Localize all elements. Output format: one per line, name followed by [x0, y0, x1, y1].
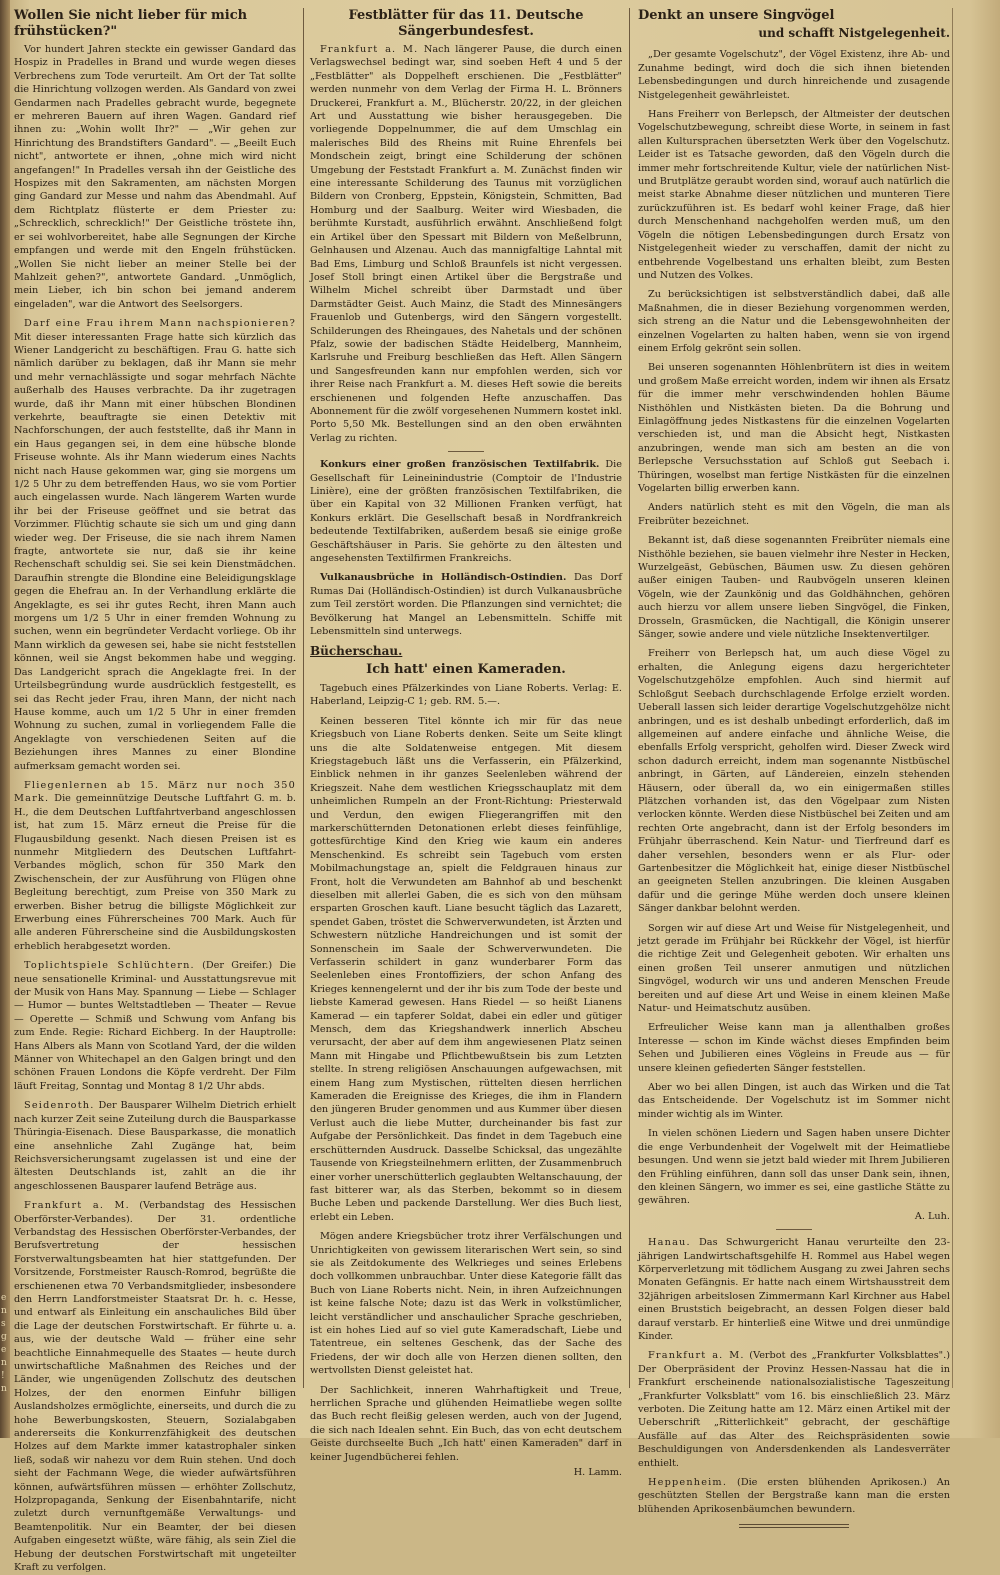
news-item-lead: Toplichtspiele Schlüchtern. [24, 960, 195, 972]
news-item-body: (Verbot des „Frankfurter Volksblattes".) Der Oberpräsident der Provinz Hessen-Nassau hat die in Frankfurt erscheinende nationalsozialistische Tageszeitung „Frankfurter Volksblatt" vom 16. bis einschließlich 23. März verboten. Die Zeitung hatte am 12. März einen Artikel mit der Ueberschrift „Ritterlichkeit" gebracht, der geschäftige Ausfälle auf das Alter des Reichspräsidenten sowie Beschuldigungen von Andersdenkenden als Landesverräter enthielt. [638, 1350, 950, 1469]
separator [448, 451, 484, 452]
article-paragraph: Freiherr von Berlepsch hat, um auch diese Vögel zu erhalten, die Anlegung eigens dazu hergerichteter Vogelschutzgehölze empfohlen. Auch sind hiermit auf Schloßgut Seebach durchschlagende Erfolge erzielt worden. Ueberall lassen sich leider derartige Vogelschutzgehölze nicht anbringen, und es ist deshalb unbedingt erforderlich, daß im allgemeinen auf andere einfache und ähnliche Weise, die ebenfalls Erfolg verspricht, geholfen wird. Dieser Zweck wird schon dadurch erreicht, indem man sogenannte Nistbüschel anbringt, in Gärten, auf Ländereien, einzeln stehenden Häusern, oder überall da, wo ein einigermaßen stilles Plätzchen vorhanden ist, das den Vögelpaar zum Nisten verlocken könnte. Werden diese Nistbüschel bei Zeiten und am rechten Orte angebracht, dann ist der Erfolg besonders im Frühjahr überraschend. Kein Natur- und Tierfreund darf es daher versehlen, besonders wenn er als Flur- oder Gartenbesitzer die Möglichkeit hat, einige dieser Nistbüschel an geeigneten Stellen anzubringen. Die kleinen Ausgaben dafür und die geringe Mühe werden doch unsere kleinen Sänger dankbar belohnt werden. [638, 648, 950, 915]
margin-fragment: ! [1, 1371, 5, 1381]
news-item-seidenroth [14, 1099, 296, 1193]
article-paragraph: Zu berücksichtigen ist selbstverständlich dabei, daß alle Maßnahmen, die in dieser Beziehung vorgenommen werden, sich streng an die Natur und die Lebensgewohnheiten der einzelnen Vogelarten zu halten haben, wenn sie von irgend einem Erfolg gekrönt sein sollen. [638, 289, 950, 354]
news-item-konkurs [310, 458, 622, 565]
book-review-title: Ich hatt' einen Kameraden. [366, 662, 566, 678]
news-item-vulkan [310, 571, 622, 638]
margin-fragment: n [1, 1384, 7, 1394]
margin-fragment: n [1, 1358, 7, 1368]
article-subtitle: und schafft Nistgelegenheit. [758, 26, 950, 40]
column-left [14, 8, 296, 1574]
cut-off-margin-text [1, 1292, 11, 1396]
article-paragraph: Keinen besseren Titel könnte ich mir für das neue Kriegsbuch von Liane Roberts denken. Seite um Seite klingt uns die alte Soldatenweise entgegen. Mit diesem Kriegstagebuch läßt uns die Verfasserin, ein Pfälzerkind, Einblick nehmen in ihr ganzes Seelenleben während der Kriegszeit. Nahe dem westlichen Kriegsschauplatz mit dem unheimlichen Rumpeln an der Front-Richtung: Priesterwald und Verdun, den ewigen Fliegerangriffen mit den markerschütternden Detonationen erlebt dieses feinfühlige, gottesfürchtige Kind den Krieg wie kaum ein anderes Menschenkind. Es schreibt sein Tagebuch vom ersten Mobilmachungstage an, spielt die Feldgrauen hinaus zur Front, holt die Verwundeten am Bahnhof ab und beschenkt dieselben mit allerlei Gaben, die es sich von den mühsam ersparten Groschen kauft. Liane besucht täglich das Lazarett, spendet Gaben, tröstet die Schwerverwundeten, ist Ärzten und Schwestern nützliche Handreichungen und ist somit der Sonnenschein im Saale der Schwerverwundeten. Die Verfasserin schildert in ganz wunderbarer Form das Seelenleben eines Frontoffiziers, der schon Anfang des Krieges kennengelernt und der ihr bis zum Tode der beste und liebste Kamerad gewesen. Hans Riedel — so heißt Lianens Kamerad — ein tapferer Soldat, dabei ein edler und gütiger Mensch, dem das Kriegshandwerk innerlich Abscheu verursacht, der aber auf dem ihm angewiesenen Platz seinen Mann mit Hingabe und Pflichtbewußtsein bis zum Letzten stellte. In streng religiösen Anschauungen aufgewachsen, mit einem Hang zum Mystischen, rüttelten diesen herrlichen Kameraden die Ereignisse des Krieges, die ihm in Flandern den jüngeren Bruder genommen und aus Kummer über diesen Verlust auch die liebe Mutter, durcheinander bis fast zur Aufgabe der Persönlichkeit. Das findet in dem Tagebuch eine erschütternden Ausdruck. Dasselbe Schicksal, das ungezählte Tausende von Kriegsteilnehmern erlitten, der Zusammenbruch einer vorher unerschütterlich geglaubten Weltanschauung, der fast bitterer war, als das Sterben, bekommt so in diesem Buche Leben und packende Darstellung. Wer dies Buch liest, erlebt ein Leben. [310, 715, 622, 1223]
page-binding-edge [0, 0, 10, 1438]
section-heading-buecherschau: Bücherschau. [310, 644, 403, 659]
news-item-lead: Fliegenlernen ab 15. März nur noch 350 Mark. [14, 779, 296, 805]
article-paragraph: Der Sachlichkeit, inneren Wahrhaftigkeit und Treue, herrlichen Sprache und glühenden Heimatliebe wegen sollte das Buch recht fleißig gelesen werden, auch von der Jugend, die sich nach Idealen sehnt. Ein Buch, das von echt deutschem Geiste durchseelte Buch „Ich hatt' einen Kameraden" darf in keiner Jugendbücherei fehlen. [310, 1384, 622, 1463]
news-item-lead: Vulkanausbrüche in Holländisch-Ostindien. [320, 572, 567, 584]
news-item-hanau [638, 1236, 950, 1343]
article-paragraph: Aber wo bei allen Dingen, ist auch das Wirken und die Tat das Entscheidende. Der Vogelschutz ist im Sommer nicht minder wichtig als im Winter. [638, 1082, 950, 1120]
margin-fragment: g [1, 1332, 7, 1342]
article-paragraph: Anders natürlich steht es mit den Vögeln, die man als Freibrüter bezeichnet. [638, 502, 950, 527]
column-middle [310, 8, 622, 1479]
article-paragraph: Bei unseren sogenannten Höhlenbrütern ist dies in weitem und großem Maße erreicht worden, indem wir ihnen als Ersatz für die immer mehr verschwindenden hohlen Bäume Nisthöhlen und Nistkästen bieten. Da die Bohrung und Einlagöffnung jedes Nistkastens für die einzelnen Vogelarten verschieden ist, und man die Absicht hegt, Nistkasten anzubringen, wende man sich am besten an die von Berlepsche Versuchsstation auf Schloß gut Seebach i. Thüringen, woselbst man fertige Nistkästen für die einzelnen Vogelarten billig erwerben kann. [638, 362, 950, 494]
article-title-singvoegel: Denkt an unsere Singvögel [638, 8, 835, 23]
margin-fragment: n [1, 1306, 7, 1316]
article-paragraph: Bekannt ist, daß diese sogenannten Freibrüter niemals eine Nisthöhle beziehen, sie bauen vielmehr ihre Nester in Hecken, Wurzelgeäst, Gebüschen, Bäumen usw. Zu diesen gehören außer einigen Tauben- und Raubvögeln unseren kleinen Vögeln, wie der Zaunkönig und das Goldhähnchen, gehören auch hierzu vor allem unsere lieben Singvögel, die Finken, Drosseln, Grasmücken, die Nachtigall, die Königin unserer Sänger, sowie andere und viele nützliche Insektenvertilger. [638, 535, 950, 641]
news-item-spionieren [14, 317, 296, 773]
news-item-body: Die Gesellschaft für Leineinindustrie (Comptoir de l'Industrie Linière), eine der größten französischen Textilfabriken, die über ein Kapital von 32 Millionen Franken verfügt, hat Konkurs erklärt. Die Gesellschaft besaß in Nordfrankreich bedeutende Textilfabriken, außerdem besaß sie einige große Geschäftshäuser in Paris. Sie gehörte zu den ältesten und angesehensten Textilfirmen Frankreichs. [310, 459, 622, 565]
page-edge-rule [952, 8, 953, 1388]
article-paragraph: Erfreulicher Weise kann man ja allenthalben großes Interesse — schon im Kinde wächst dieses Empfinden beim Sehen und Jubilieren eines Vögleins in Freude aus — für unsere kleinen gefiederten Sänger feststellen. [638, 1022, 950, 1074]
column-divider [303, 8, 304, 1388]
news-item-lead: Darf eine Frau ihrem Mann nachspionieren? [24, 318, 296, 330]
author-signature: H. Lamm. [573, 1467, 622, 1479]
separator [776, 1229, 812, 1230]
article-paragraph: Mögen andere Kriegsbücher trotz ihrer Verfälschungen und Unrichtigkeiten von gewissem literarischen Wert sein, so sind sie als Zeitdokumente des Welkrieges und seines Erlebens doch vollkommen unbrauchbar. Unter diese Kategorie fällt das Buch von Liane Roberts nicht. Nein, in ihren Aufzeichnungen ist keine falsche Note; dazu ist das Werk in volkstümlicher, leicht verständlicher und anschaulicher Sprache geschrieben, ist ein hohes Lied auf so viel gute Kameradschaft, Liebe und Tatentreue, ein seltenes Geschenk, das der Sache des Friedens, der wir doch alle von Herzen dienen sollten, den wertvollsten Dienst geleistet hat. [310, 1231, 622, 1377]
news-item-body: (Die ersten blühenden Aprikosen.) An geschützten Stellen der Bergstraße kann man die ersten blühenden Aprikosenbäumchen bewundern. [638, 1477, 950, 1515]
news-item-body: (Der Greifer.) Die neue sensationelle Kriminal- und Ausstattungsrevue mit der Musik von Hans May. Spannung — Liebe — Schlager — Humor — buntes Weltstadtleben — Theater — Revue — Operette — Schmiß und Schwung vom Anfang bis zum Ende. Regie: Richard Eichberg. In der Hauptrolle: Hans Albers als Mann von Scotland Yard, der die wilden Männer von Whitechapel an den Galgen bringt und den schönen Frauen Londons die Köpfe verdreht. Der Film läuft Freitag, Sonntag und Montag 8 1/2 Uhr abds. [14, 960, 296, 1092]
column-right [638, 8, 950, 1515]
news-item-body: Mit dieser interessanten Frage hatte sich kürzlich das Wiener Landgericht zu beschäftigen. Frau G. hatte sich nämlich darüber zu beklagen, daß ihr Mann sie mehr und mehr vernachlässigte und sogar mehrfach Nächte außerhalb des Hauses verbrachte. Da ihr zugetragen wurde, daß ihr Mann mit einer hübschen Blondinen verkehrte, beauftragte sie einen Detektiv mit Nachforschungen, der auch feststellte, daß ihr Mann in ein Haus gegangen sei, in dem eine hübsche blonde Friseuse wohnte. Als ihr Mann wiederum eines Nachts nicht nach Hause gekommen war, ging sie morgens um 1/2 5 Uhr zu dem betreffenden Haus, wo sie vom Portier auch eingelassen wurde. Nach längerem Warten wurde ihr bei der Friseuse geöffnet und sie betrat das Vorzimmer. Flüchtig schaute sie sich um und ging dann wieder weg. Der Friseuse, die sie nach ihrem Namen fragte, antwortete sie nur, daß sie ihr keine Rechenschaft schuldig sei. Sie sei kein Dienstmädchen. Daraufhin strengte die Blondine eine Beleidigungsklage gegen die Ehefrau an. In der Verhandlung erklärte die Angeklagte, es sei ihr gutes Recht, ihren Mann auch morgens um 1/2 5 Uhr in einer fremden Wohnung zu suchen, wenn ein begründeter Verdacht vorliege. Ob ihr Mann wirklich da gewesen sei, habe sie nicht feststellen können, weil sie Angst bekommen habe und wegging. Das Landgericht sprach die Angeklagte frei. In der Urteilsbegründung wurde ausdrücklich festgestellt, es sei das Recht jeder Frau, ihren Mann, der nicht nach Hause komme, auch um 1/2 5 Uhr in einer fremden Wohnung zu suchen, zumal in vorliegendem Falle die Angeklagte von verschiedenen Seiten auf die Beziehungen ihres Mannes zu einer Blondine aufmerksam gemacht worden sei. [14, 331, 296, 772]
book-citation: Tagebuch eines Pfälzerkindes von Liane Roberts. Verlag: E. Haberland, Leipzig-C 1; geb. RM. 5.—. [310, 682, 622, 708]
news-item-body: (Verbandstag des Hessischen Oberförster-Verbandes). Der 31. ordentliche Verbandstag des Hessischen Oberförster-Verbandes, der Berufsvertretung der hessischen Forstverwaltungsbeamten hat hier stattgefunden. Der Vorsitzende, Forstmeister Rausch-Romrod, begrüßte die erschienenen etwa 70 Verbandsmitglieder, insbesondere den Herrn Landforstmeister Staatsrat Dr. h. c. Hesse, und entwarf als Einleitung ein anschauliches Bild über die Lage der deutschen Forstwirtschaft. Er führte u. a. aus, wie der deutsche Wald — früher eine sehr beachtliche Einnahmequelle des Staates — heute durch unwirtschaftliche Maßnahmen des Reiches und der Länder, wie ungenügenden Zollschutz des deutschen Holzes, der den enormen Einfuhr billigen Auslandsholzes ermöglichte, einerseits, und durch die zu hohe Bewerbungskosten, Steuern, Sozialabgaben andererseits die Konkurrenzfähigkeit des deutschen Holzes auf dem Markte immer katastrophaler sinken ließ, sodaß wir nahezu vor dem Ruin stehen. Und doch sieht der Fachmann Wege, die wieder aufwärtsführen können, aufwärtsführen müssen — erhöhter Zollschutz, Holzpropaganda, Senkung der Eisenbahntarife, nicht zuletzt durch vernunftgemäße Verwaltungs- und Beamtenpolitik. Nur ein Beamter, der bei diesen Aufgaben eingesetzt wüßte, wäre fähig, als sein Ziel die Hebung der deutschen Forstwirtschaft mit ungeteilter Kraft zu verfolgen. [14, 1200, 296, 1574]
end-rule [739, 1524, 849, 1528]
margin-fragment: e [1, 1293, 7, 1303]
article-paragraph: Hans Freiherr von Berlepsch, der Altmeister der deutschen Vogelschutzbewegung, schreibt diese Worte, in seinem in fast allen Kultursprachen übersetzten Werk über den Vogelschutz. Leider ist es Tatsache geworden, daß den Vögeln durch die immer mehr fortschreitende Kultur, viele der natürlichen Nist- und Brutplätze geraubt worden sind, worauf auch natürlich die meist starke Abnahme dieser nützlichen und munteren Tiere zurückzuführen ist. Es bedarf wohl keiner Frage, daß hier durch Menschenhand nachgeholfen werden muß, um den Vögeln die nötigen Lebensbedingungen durch Ersatz von Nistgelegenheit wieder zu verschaffen, damit der nicht zu entbehrende Vogelbestand uns erhalten bleibt, zum Besten und Nutzen des Volkes. [638, 109, 950, 281]
article-title-festblaetter: Festblätter für das 11. Deutsche Sängerbundesfest. [348, 8, 584, 39]
news-item-lead: Hanau. [648, 1237, 691, 1249]
margin-fragment: e [1, 1345, 7, 1355]
article-paragraph [310, 43, 622, 445]
news-item-heppenheim [638, 1476, 950, 1516]
news-item-lead: Frankfurt a. M. [24, 1200, 130, 1212]
news-item-oberfoerster [14, 1199, 296, 1574]
news-item-lead: Frankfurt a. M. [320, 44, 419, 55]
article-paragraph: Sorgen wir auf diese Art und Weise für Nistgelegenheit, und jetzt gerade im Frühjahr bei Rückkehr der Vögel, ist hierfür die richtige Zeit und Gelegenheit geboten. Wir erhalten uns einen großen Teil unserer anmutigen und nützlichen Singvögel, wodurch wir uns und anderen Menschen Freude bereiten und auf diese Art und Weise in einem kleinen Maße Natur- und Heimatschutz ausüben. [638, 922, 950, 1015]
margin-fragment: s [1, 1319, 6, 1329]
news-item-frankfurt-verbot [638, 1349, 950, 1470]
column-divider [629, 8, 630, 1388]
news-item-lead: Seidenroth. [24, 1100, 95, 1112]
news-item-body: Das Schwurgericht Hanau verurteilte den 23-jährigen Landwirtschaftsgehilfe H. Rommel aus Habel wegen Körperverletzung mit tödlichem Ausgang zu zwei Jahren sechs Monaten Gefängnis. Er hatte nach einem Wirtshausstreit dem 32jährigen arbeitslosen Zimmermann Karl Kirchner aus Habel einen Bruststich beigebracht, an dessen Folgen dieser bald darauf verstarb. Er hinterließ eine Witwe und drei unmündige Kinder. [638, 1237, 950, 1342]
article-paragraph: „Der gesamte Vogelschutz", der Vögel Existenz, ihre Ab- und Zunahme bedingt, wird doch die sich ihnen bietenden Lebensbedingungen und durch hinreichende und zusagende Nistgelegenheit gewährleistet. [638, 49, 950, 101]
news-item-lichtspiele [14, 959, 296, 1093]
author-signature: A. Luh. [914, 1210, 950, 1222]
article-title-fruehstuecken: Wollen Sie nicht lieber für mich frühstücken?" [14, 8, 248, 39]
news-item-fliegenlernen [14, 779, 296, 953]
article-paragraph: Vor hundert Jahren steckte ein gewisser Gandard das Hospiz in Pradelles in Brand und wurde wegen dieses Verbrechens zum Tode verurteilt. Am Ort der Tat sollte die Hinrichtung vollzogen werden. Als Gandard von zwei Gendarmen nach Pradelles gebracht wurde, begegnete er mehreren Bauern auf ihren Wagen. Gandard rief ihnen zu: „Wohin wollt Ihr?" — „Wir gehen zur Hinrichtung des Brandstifters Gandard". — „Beeilt Euch nicht", antwortete er ihnen, „ohne mich wird nicht angefangen!" In Pradelles versah ihn der Geistliche des Hospizes mit den Sakramenten, am nächsten Morgen ging Gandard zur Messe und nahm das Abendmahl. Auf dem Richtplatz flüsterte er dem Priester zu: „Schrecklich, schrecklich!" Der Geistliche tröstete ihn, er sei wohlvorbereitet, habe alle Segnungen der Kirche empfangen und werde mit den Engeln frühstücken. „Wollen Sie nicht lieber an meiner Stelle bei der Mahlzeit gehen?", antwortete Gandard. „Unmöglich, mein Lieber, ich bin schon bei jemand anderem eingeladen", war die Antwort des Seelsorgers. [14, 44, 296, 310]
news-item-lead: Konkurs einer großen französischen Textilfabrik. [320, 459, 600, 471]
news-item-lead: Frankfurt a. M. [648, 1350, 745, 1362]
news-item-body: Das Dorf Rumas Dai (Holländisch-Ostindien) ist durch Vulkanausbrüche zum Teil zerstört worden. Die Pflanzungen sind vernichtet; die Bevölkerung hat Mangel an Lebensmitteln. Schiffe mit Lebensmitteln sind unterwegs. [310, 572, 622, 638]
news-item-body: Nach längerer Pause, die durch einen Verlagswechsel bedingt war, sind soeben Heft 4 und 5 der „Festblätter" als Doppelheft erschienen. Die „Festblätter" werden nunmehr von dem Verlag der Firma H. L. Brönners Druckerei, Frankfurt a. M., Blücherstr. 20/22, in der gleichen Art und Ausstattung wie bisher herausgegeben. Die vorliegende Doppelnummer, die auf dem Umschlag ein malerisches Bild des Rheins mit Ruine Ehrenfels bei Mondschein zeigt, bringt eine Schilderung der schönen Umgebung der Feststadt Frankfurt a. M. Zunächst finden wir eine interessante Schilderung des Taunus mit vorzüglichen Bildern von Cronberg, Eppstein, Königstein, Schmitten, Bad Homburg und der Saalburg. Weiter wird Wiesbaden, die berühmte Kurstadt, ausführlich erwähnt. Anschließend folgt ein Artikel über den Spessart mit Bildern von Meßelbrunn, Gelnhausen und Alzenau. Auch das mannigfaltige Lahntal mit Bad Ems, Limburg und Schloß Braunfels ist nicht vergessen. Josef Stoll bringt einen Artikel über die Bergstraße und Wilhelm Michel schreibt über Darmstadt und über Darmstädter Geist. Auch Mainz, die Stadt des Minnesängers Frauenlob und Gutenbergs, wird den Sängern vorgestellt. Schilderungen des Rheingaues, des Nahetals und der schönen Pfalz, sowie der badischen Städte Heidelberg, Mannheim, Karlsruhe und Freiburg beschließen das Heft. Allen Sängern und Sangesfreunden kann nur empfohlen werden, sich vor ihrer Reise nach Frankfurt a. M. dieses Heft sowie die bereits erschienenen und folgenden Hefte anzuschaffen. Das Abonnement für die zwölf vorgesehenen Nummern kostet inkl. Porto 5,50 Mk. Bestellungen sind an den oben erwähnten Verlag zu richten. [310, 44, 622, 444]
news-item-body: Der Bausparer Wilhelm Dietrich erhielt nach kurzer Zeit seine Zuteilung durch die Bausparkasse Thüringia-Eisenach. Diese Bausparkasse, die monatlich eine ansehnliche Zahl Zugänge hat, beim Reichsversicherungsamt zugelassen ist und eine der ältesten Deutschlands ist, zahlt an die ihr angeschlossenen Bausparer laufend Beträge aus. [14, 1100, 296, 1192]
news-item-body: Die gemeinnützige Deutsche Luftfahrt G. m. b. H., die dem Deutschen Luftfahrtverband angeschlossen ist, hat zum 15. März erneut die Preise für die Flugausbildung gesenkt. Nach diesen Preisen ist es nunmehr Mitgliedern des Deutschen Luftfahrt-Verbandes möglich, schon für 350 Mark den Zwischenschein, der zur Ausführung von Flügen ohne Begleitung berechtigt, zum Preise von 350 Mark zu erwerben. Bisher betrug die billigste Möglichkeit zur Erwerbung eines Führerscheines 700 Mark. Auch für alle anderen Führerscheine sind die Ausbildungskosten erheblich herabgesetzt worden. [14, 793, 296, 952]
news-item-lead: Heppenheim. [648, 1477, 728, 1489]
article-paragraph: In vielen schönen Liedern und Sagen haben unsere Dichter die enge Verbundenheit der Vogelwelt mit der Heimatliebe besungen. Und wenn sie jetzt bald wieder mit Ihrem Jubilieren den Frühling einführen, dann soll das unser Dank sein, ihnen, den kleinen Sängern, wo immer es sei, eine gastliche Stätte zu gewähren. [638, 1128, 950, 1207]
